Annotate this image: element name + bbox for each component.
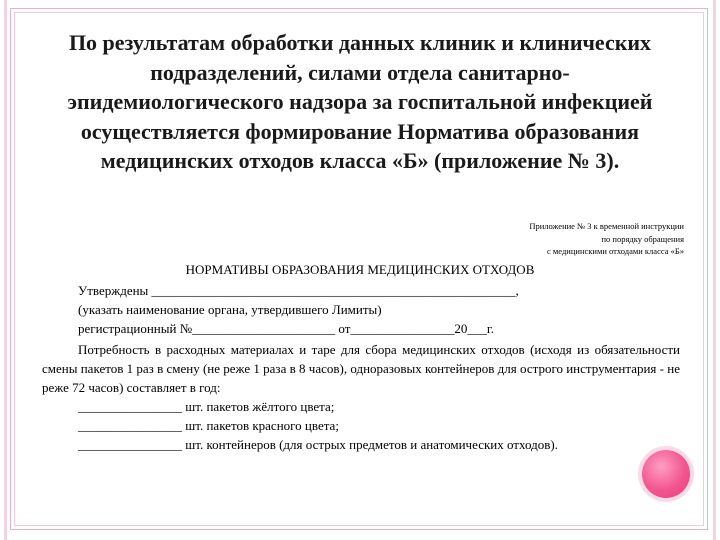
- item-red-bags: ________________ шт. пакетов красного цвета;: [78, 418, 339, 433]
- slide-title-line: медицинских отходов класса «Б» (приложение № 3).: [100, 148, 620, 173]
- registration-line: регистрационный №______________________ от________________20___г.: [78, 321, 494, 336]
- item-containers: ________________ шт. контейнеров (для острых предметов и анатомических отходов).: [78, 437, 558, 452]
- slide-title-line: эпидемиологического надзора за госпитальной инфекцией: [67, 89, 653, 114]
- decorative-circle: [642, 450, 690, 498]
- appendix-note: [424, 220, 684, 258]
- need-paragraph: Потребность в расходных материалах и таре для сбора медицинских отходов (исходя из обязательности смены пакетов 1 раз в смену (не реже 1 раза в 8 часов), одноразовых контейнеров для острого инструментария - не реже 72 часов) составляет в год:: [42, 342, 680, 395]
- approved-line: Утверждены ________________________________________________________,: [78, 283, 519, 298]
- slide-title: [24, 28, 696, 176]
- item-yellow-bags: ________________ шт. пакетов жёлтого цвета;: [78, 399, 335, 414]
- slide-title-line: подразделений, силами отдела санитарно-: [150, 59, 570, 85]
- slide-title-line: По результатам обработки данных клиник и клинических: [68, 30, 652, 55]
- slide-title-line: осуществляется формирование Норматива образования: [80, 118, 640, 144]
- appendix-line: Приложение № 3 к временной инструкции: [529, 221, 684, 231]
- appendix-line: по порядку обращения: [601, 233, 684, 244]
- appendix-line: с медицинскими отходами класса «Б»: [547, 246, 684, 256]
- document-heading: НОРМАТИВЫ ОБРАЗОВАНИЯ МЕДИЦИНСКИХ ОТХОДОВ: [185, 262, 535, 277]
- organ-hint: (указать наименование органа, утвердившего Лимиты): [78, 302, 382, 317]
